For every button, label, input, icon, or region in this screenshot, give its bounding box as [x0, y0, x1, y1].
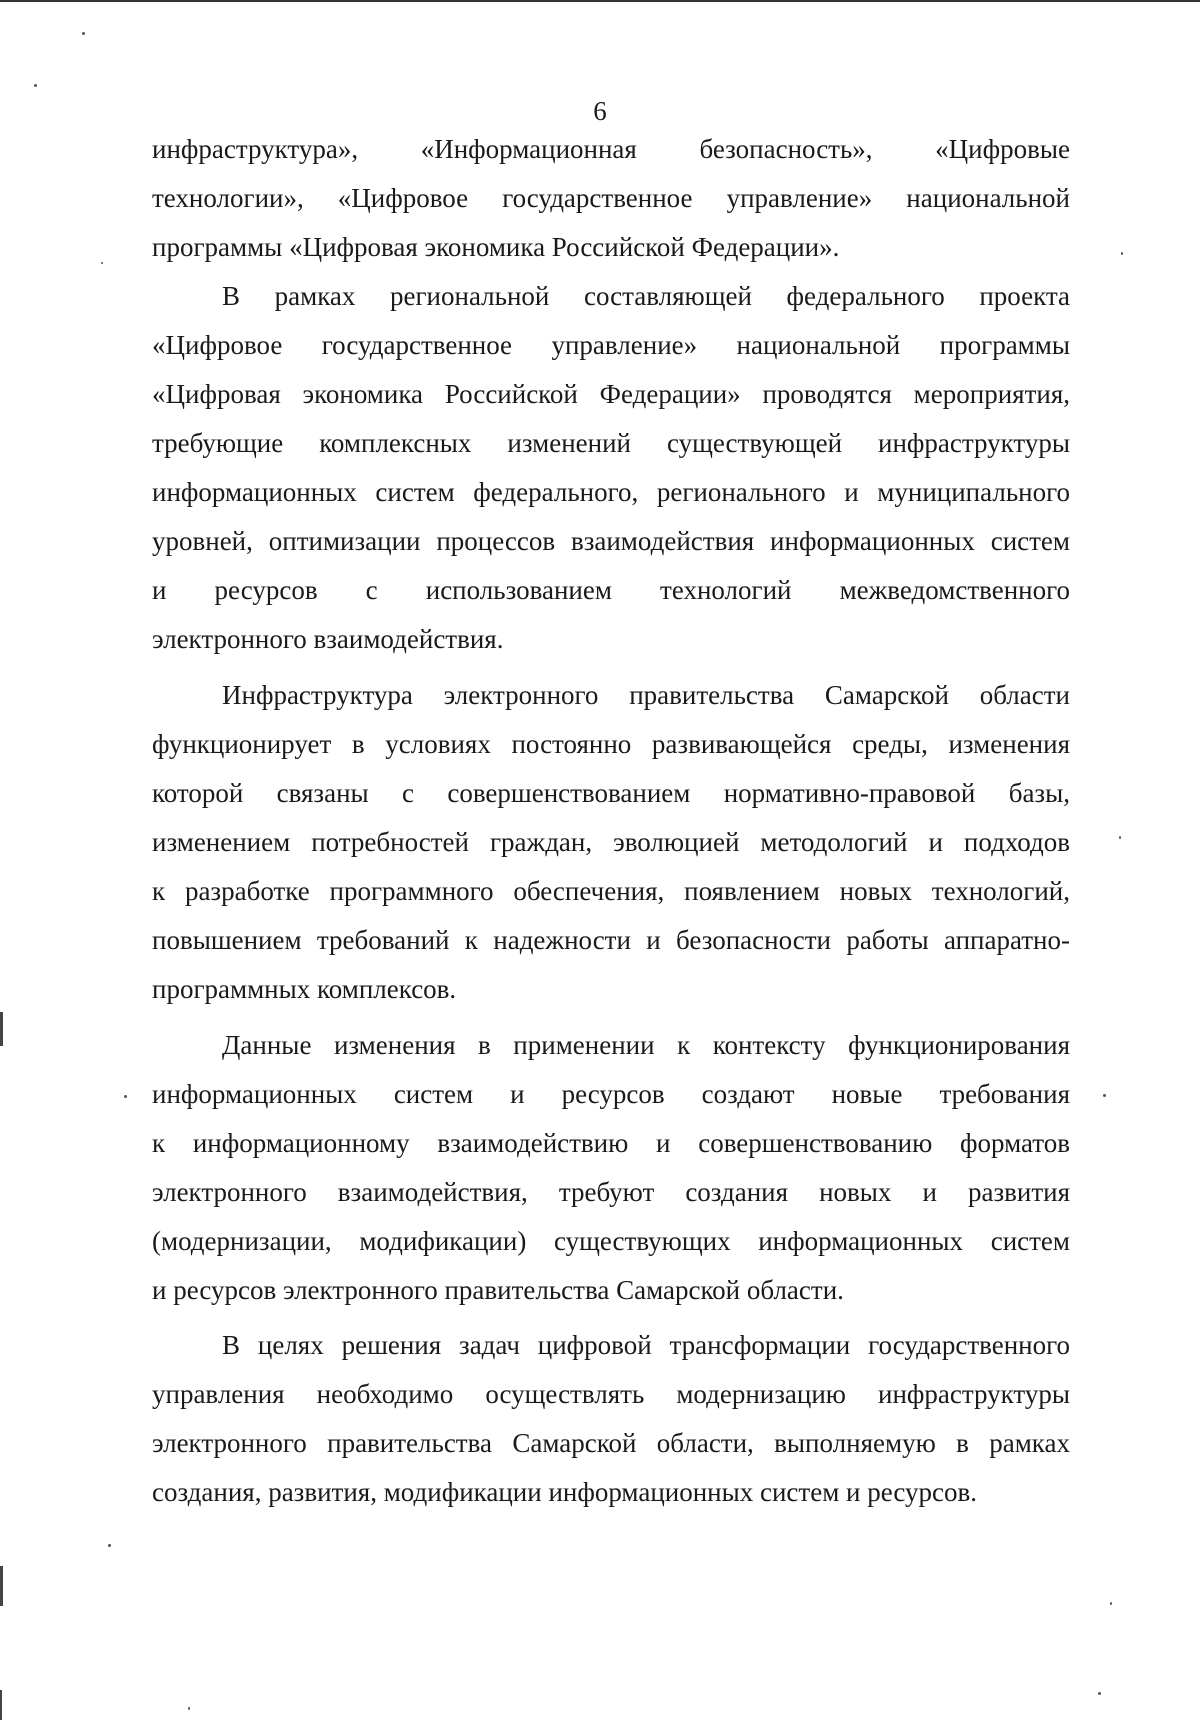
text-line: программы «Цифровая экономика Российской Федерации».	[152, 232, 840, 262]
text-line: (модернизации, модификации) существующих информационных систем	[152, 1226, 1070, 1256]
scan-speck	[1098, 1692, 1101, 1695]
scan-speck	[101, 262, 103, 264]
text-line: электронного взаимодействия, требуют создания новых и развития	[152, 1177, 1070, 1207]
text-line: функционирует в условиях постоянно развивающейся среды, изменения	[152, 729, 1070, 759]
scan-edge-mark	[0, 1012, 3, 1046]
text-line: и ресурсов электронного правительства Самарской области.	[152, 1275, 844, 1305]
scan-edge-mark	[0, 1566, 3, 1606]
scan-speck	[1121, 252, 1123, 255]
text-line: требующие комплексных изменений существующей инфраструктуры	[152, 428, 1070, 458]
scan-speck	[124, 1095, 127, 1098]
scan-speck	[82, 32, 85, 35]
text-line: и ресурсов с использованием технологий межведомственного	[152, 575, 1070, 605]
text-line: информационных систем федерального, регионального и муниципального	[152, 477, 1070, 507]
scan-speck	[108, 1544, 111, 1547]
text-line: технологии», «Цифровое государственное управление» национальной	[152, 183, 1070, 213]
text-line: к разработке программного обеспечения, появлением новых технологий,	[152, 876, 1070, 906]
text-line: управления необходимо осуществлять модернизацию инфраструктуры	[152, 1379, 1070, 1409]
text-line: программных комплексов.	[152, 974, 457, 1004]
scan-speck	[34, 84, 37, 87]
text-line: создания, развития, модификации информационных систем и ресурсов.	[152, 1477, 978, 1507]
text-line: электронного правительства Самарской области, выполняемую в рамках	[152, 1428, 1070, 1458]
text-line: В целях решения задач цифровой трансформации государственного	[222, 1330, 1070, 1360]
text-line: изменением потребностей граждан, эволюцией методологий и подходов	[152, 827, 1070, 857]
text-line: информационных систем и ресурсов создают новые требования	[152, 1079, 1070, 1109]
text-line: электронного взаимодействия.	[152, 624, 504, 654]
text-line: которой связаны с совершенствованием нормативно-правовой базы,	[152, 778, 1070, 808]
text-line: Инфраструктура электронного правительства Самарской области	[222, 680, 1070, 710]
scan-speck	[1103, 1094, 1106, 1097]
scan-top-edge	[0, 0, 1200, 2]
text-line: уровней, оптимизации процессов взаимодействия информационных систем	[152, 526, 1070, 556]
page-number: 6	[593, 96, 607, 126]
scan-speck	[1119, 836, 1121, 839]
text-line: В рамках региональной составляющей федерального проекта	[222, 281, 1070, 311]
text-line: к информационному взаимодействию и совершенствованию форматов	[152, 1128, 1070, 1158]
text-line: повышением требований к надежности и безопасности работы аппаратно-	[152, 925, 1070, 955]
scan-edge-mark	[0, 1690, 2, 1720]
text-line: «Цифровая экономика Российской Федерации» проводятся мероприятия,	[152, 379, 1070, 409]
text-line: Данные изменения в применении к контексту функционирования	[222, 1030, 1070, 1060]
text-line: «Цифровое государственное управление» национальной программы	[152, 330, 1070, 360]
text-line: инфраструктура», «Информационная безопасность», «Цифровые	[152, 134, 1070, 164]
scan-speck	[1110, 1602, 1112, 1605]
scan-speck	[188, 1707, 190, 1710]
